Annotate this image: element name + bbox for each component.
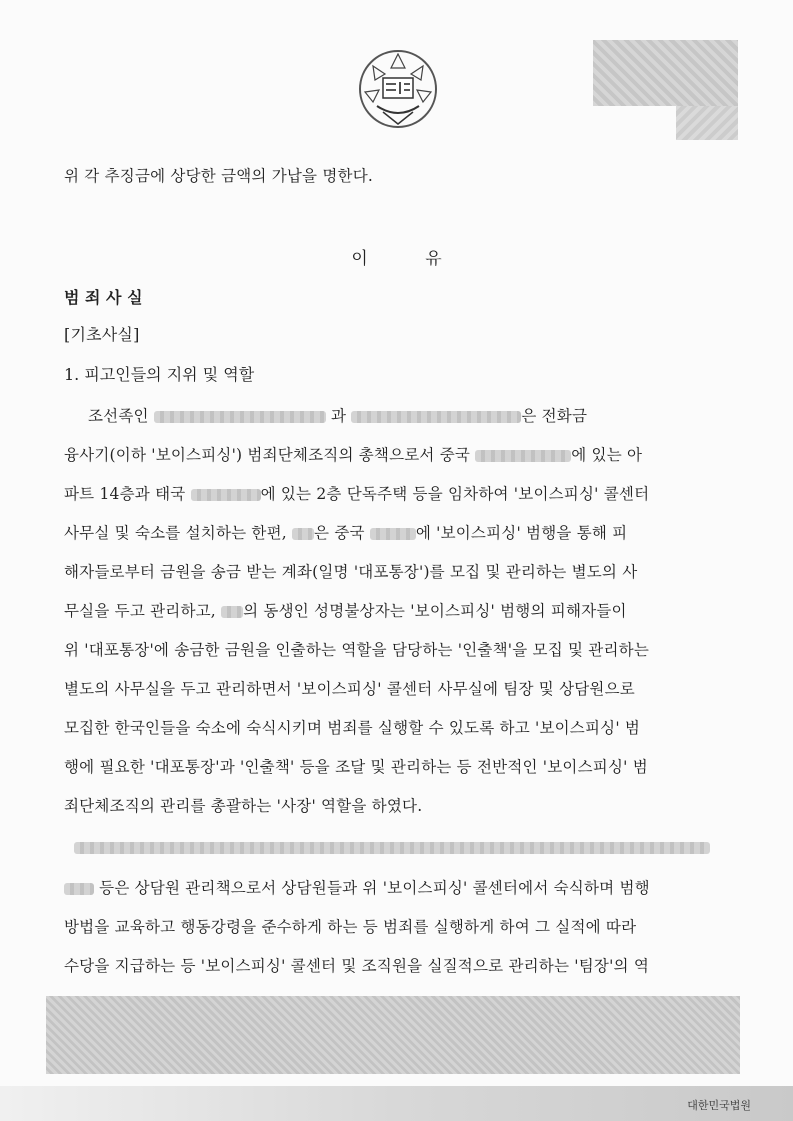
paragraph-line bbox=[64, 482, 649, 504]
text-fragment: 파트 14층과 태국 bbox=[64, 485, 186, 503]
court-footer-label: 대한민국법원 bbox=[687, 1099, 751, 1112]
paragraph-line bbox=[64, 876, 650, 898]
text-fragment: 융사기(이하 '보이스피싱') 범죄단체조직의 총책으로서 중국 bbox=[64, 446, 471, 464]
title-char-2: 유 bbox=[425, 249, 442, 269]
redacted-location bbox=[475, 450, 571, 462]
redacted-location bbox=[370, 528, 416, 540]
paragraph-line bbox=[64, 521, 627, 543]
redacted-footer-block bbox=[46, 996, 740, 1074]
text-fragment: 무실을 두고 관리하고, bbox=[64, 602, 216, 620]
redacted-name bbox=[292, 528, 314, 540]
redacted-names bbox=[74, 842, 710, 854]
text-fragment: 사무실 및 숙소를 설치하는 한편, bbox=[64, 524, 287, 542]
paragraph-line: 위 '대포통장'에 송금한 금원을 인출하는 역할을 담당하는 '인출책'을 모집 및 관리하는 bbox=[64, 641, 649, 659]
order-line: 위 각 추징금에 상당한 금액의 가납을 명한다. bbox=[64, 167, 374, 185]
text-fragment: 에 '보이스피싱' 범행을 통해 피 bbox=[415, 524, 628, 542]
court-emblem-icon bbox=[355, 46, 441, 132]
basic-facts-heading: [기초사실] bbox=[64, 325, 140, 344]
redacted-name bbox=[221, 606, 243, 618]
text-fragment: 에 있는 2층 단독주택 등을 임차하여 '보이스피싱' 콜센터 bbox=[260, 485, 650, 503]
paragraph-line bbox=[64, 443, 642, 465]
text-fragment: 에 있는 아 bbox=[571, 446, 643, 464]
paragraph-line bbox=[74, 838, 710, 856]
text-fragment: 은 중국 bbox=[314, 524, 365, 542]
paragraph-line: 별도의 사무실을 두고 관리하면서 '보이스피싱' 콜센터 사무실에 팀장 및 상담원으로 bbox=[64, 680, 635, 698]
title-char-1: 이 bbox=[351, 249, 368, 269]
paragraph-line: 죄단체조직의 관리를 총괄하는 '사장' 역할을 하였다. bbox=[64, 797, 423, 815]
text-fragment: 조선족인 bbox=[88, 407, 149, 425]
crime-facts-heading: 범 죄 사 실 bbox=[64, 288, 143, 307]
paragraph-line: 방법을 교육하고 행동강령을 준수하게 하는 등 범죄를 실행하게 하여 그 실적에 따라 bbox=[64, 918, 637, 936]
text-fragment: 은 전화금 bbox=[521, 407, 588, 425]
text-fragment: 의 동생인 성명불상자는 '보이스피싱' 범행의 피해자들이 bbox=[243, 602, 627, 620]
subsection-heading: 1. 피고인들의 지위 및 역할 bbox=[64, 365, 255, 384]
paragraph-line bbox=[64, 599, 627, 621]
redacted-barcode bbox=[593, 40, 738, 106]
redacted-barcode-tail bbox=[676, 106, 738, 140]
redacted-name bbox=[154, 411, 326, 423]
text-fragment: 과 bbox=[330, 407, 347, 425]
paragraph-line bbox=[88, 404, 587, 426]
paragraph-line: 해자들로부터 금원을 송금 받는 계좌(일명 '대포통장')를 모집 및 관리하는 별도의 사 bbox=[64, 563, 638, 581]
paragraph-line: 행에 필요한 '대포통장'과 '인출책' 등을 조달 및 관리하는 등 전반적인 '보이스피싱' 범 bbox=[64, 758, 648, 776]
text-fragment: 등은 상담원 관리책으로서 상담원들과 위 '보이스피싱' 콜센터에서 숙식하며 범행 bbox=[99, 879, 650, 897]
redacted-name bbox=[64, 883, 94, 895]
redacted-location bbox=[191, 489, 261, 501]
footer-band bbox=[0, 1086, 793, 1121]
paragraph-line: 수당을 지급하는 등 '보이스피싱' 콜센터 및 조직원을 실질적으로 관리하는 '팀장'의 역 bbox=[64, 957, 649, 975]
paragraph-line: 모집한 한국인들을 숙소에 숙식시키며 범죄를 실행할 수 있도록 하고 '보이스피싱' 범 bbox=[64, 719, 641, 737]
section-title bbox=[0, 244, 793, 269]
redacted-name bbox=[351, 411, 521, 423]
